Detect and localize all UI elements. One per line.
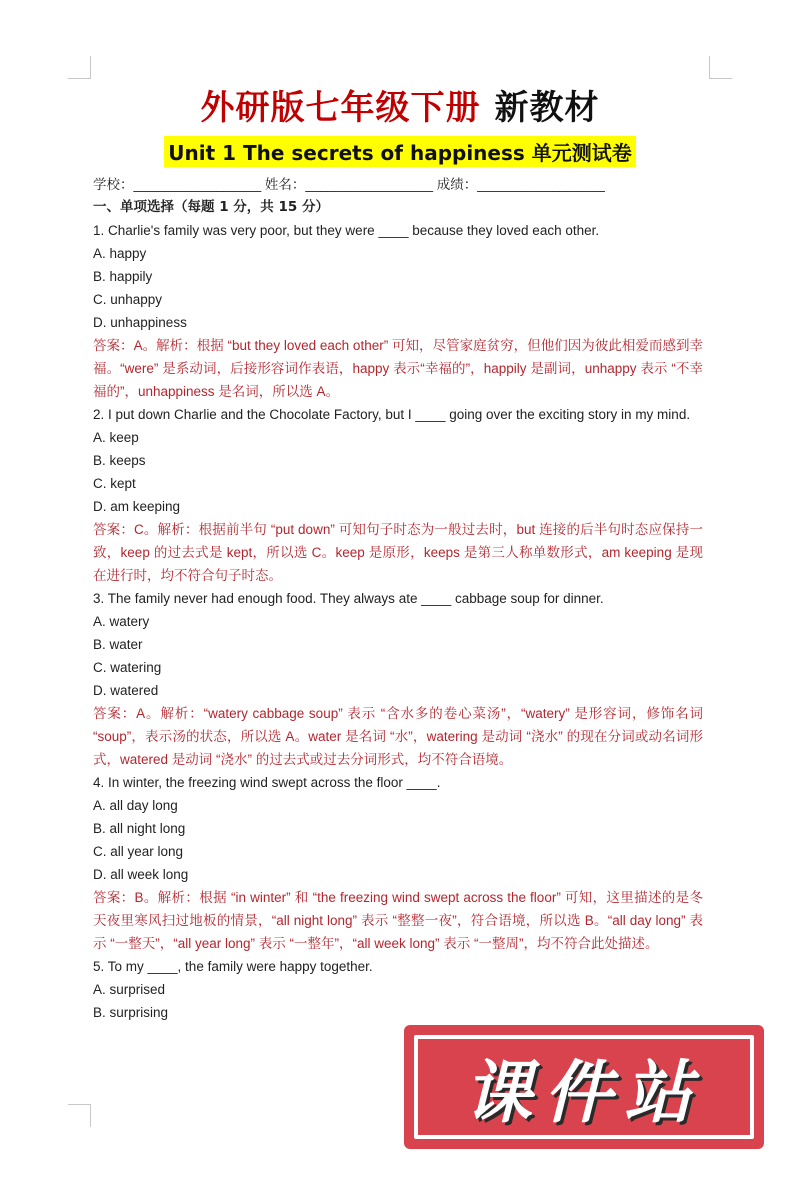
question-stem: 3. The family never had enough food. They always ate ____ cabbage soup for dinner.: [93, 591, 604, 606]
question-4: [93, 771, 703, 955]
option-c: C. unhappy: [93, 292, 163, 307]
watermark-logo-text: 课件站: [463, 1053, 704, 1133]
subtitle-wrap: [0, 136, 800, 167]
option-d: D. unhappiness: [93, 315, 187, 330]
option-a: A. surprised: [93, 982, 166, 997]
title-black: 新教材: [494, 88, 600, 128]
answer-explanation: 答案：A。解析：“watery cabbage soup” 表示 “含水多的卷心菜汤”，“watery” 是形容词，修饰名词 “soup”，表示汤的状态，所以选 A。water 是名词 “水”，watering 是动词 “浇水” 的现在分词或动名词形式，watered 是动词 “浇水” 的过去式或过去分词形式，均不符合语境。: [93, 706, 703, 767]
option-c: C. all year long: [93, 844, 184, 859]
section-title: 一、单项选择（每题 1 分，共 15 分）: [93, 199, 329, 215]
title-red: 外研版七年级下册: [200, 88, 481, 128]
option-a: A. all day long: [93, 798, 178, 813]
option-b: B. water: [93, 637, 143, 652]
answer-explanation: 答案：B。解析：根据 “in winter” 和 “the freezing wind swept across the floor” 可知，这里描述的是冬天夜里寒风扫过地板的情景，“all night long” 表示 “整整一夜”，符合语境，所以选 B。“all day long” 表示 “一整天”，“all year long” 表示 “一整年”，“all week long” 表示 “一整周”，均不符合此处描述。: [93, 890, 703, 951]
corner-mark-top-left: [68, 56, 91, 79]
question-stem: 4. In winter, the freezing wind swept across the floor ____.: [93, 775, 441, 790]
option-b: B. all night long: [93, 821, 186, 836]
question-stem: 1. Charlie's family was very poor, but they were ____ because they loved each other.: [93, 223, 600, 238]
option-b: B. keeps: [93, 453, 146, 468]
question-1: [93, 219, 703, 403]
option-b: B. happily: [93, 269, 153, 284]
watermark-stamp: [404, 1025, 764, 1149]
question-2: [93, 403, 703, 587]
option-c: C. watering: [93, 660, 162, 675]
option-d: D. all week long: [93, 867, 189, 882]
info-line: 学校：_________________ 姓名：_________________ 成绩：_________________: [93, 177, 605, 192]
option-d: D. am keeping: [93, 499, 181, 514]
answer-explanation: 答案：A。解析：根据 “but they loved each other” 可知，尽管家庭贫穷，但他们因为彼此相爱而感到幸福。“were” 是系动词，后接形容词作表语，happy 表示“幸福的”，happily 是副词，unhappy 表示 “不幸福的”，unhappiness 是名词，所以选 A。: [93, 338, 703, 399]
subtitle: Unit 1 The secrets of happiness 单元测试卷: [164, 136, 636, 167]
question-stem: 2. I put down Charlie and the Chocolate Factory, but I ____ going over the exciting story in my mind.: [93, 407, 691, 422]
option-a: A. happy: [93, 246, 147, 261]
option-d: D. watered: [93, 683, 159, 698]
question-3: [93, 587, 703, 771]
corner-mark-bottom-left: [68, 1104, 91, 1127]
option-a: A. watery: [93, 614, 150, 629]
option-a: A. keep: [93, 430, 139, 445]
corner-mark-top-right: [709, 56, 732, 79]
option-b: B. surprising: [93, 1005, 169, 1020]
question-stem: 5. To my ____, the family were happy together.: [93, 959, 373, 974]
question-5: [93, 955, 703, 1024]
option-c: C. kept: [93, 476, 136, 491]
page-title: [0, 80, 800, 129]
document-body: [93, 173, 703, 1024]
answer-explanation: 答案：C。解析：根据前半句 “put down” 可知句子时态为一般过去时，but 连接的后半句时态应保持一致，keep 的过去式是 kept，所以选 C。keep 是原形，keeps 是第三人称单数形式，am keeping 是现在进行时，均不符合句子时态。: [93, 522, 703, 583]
